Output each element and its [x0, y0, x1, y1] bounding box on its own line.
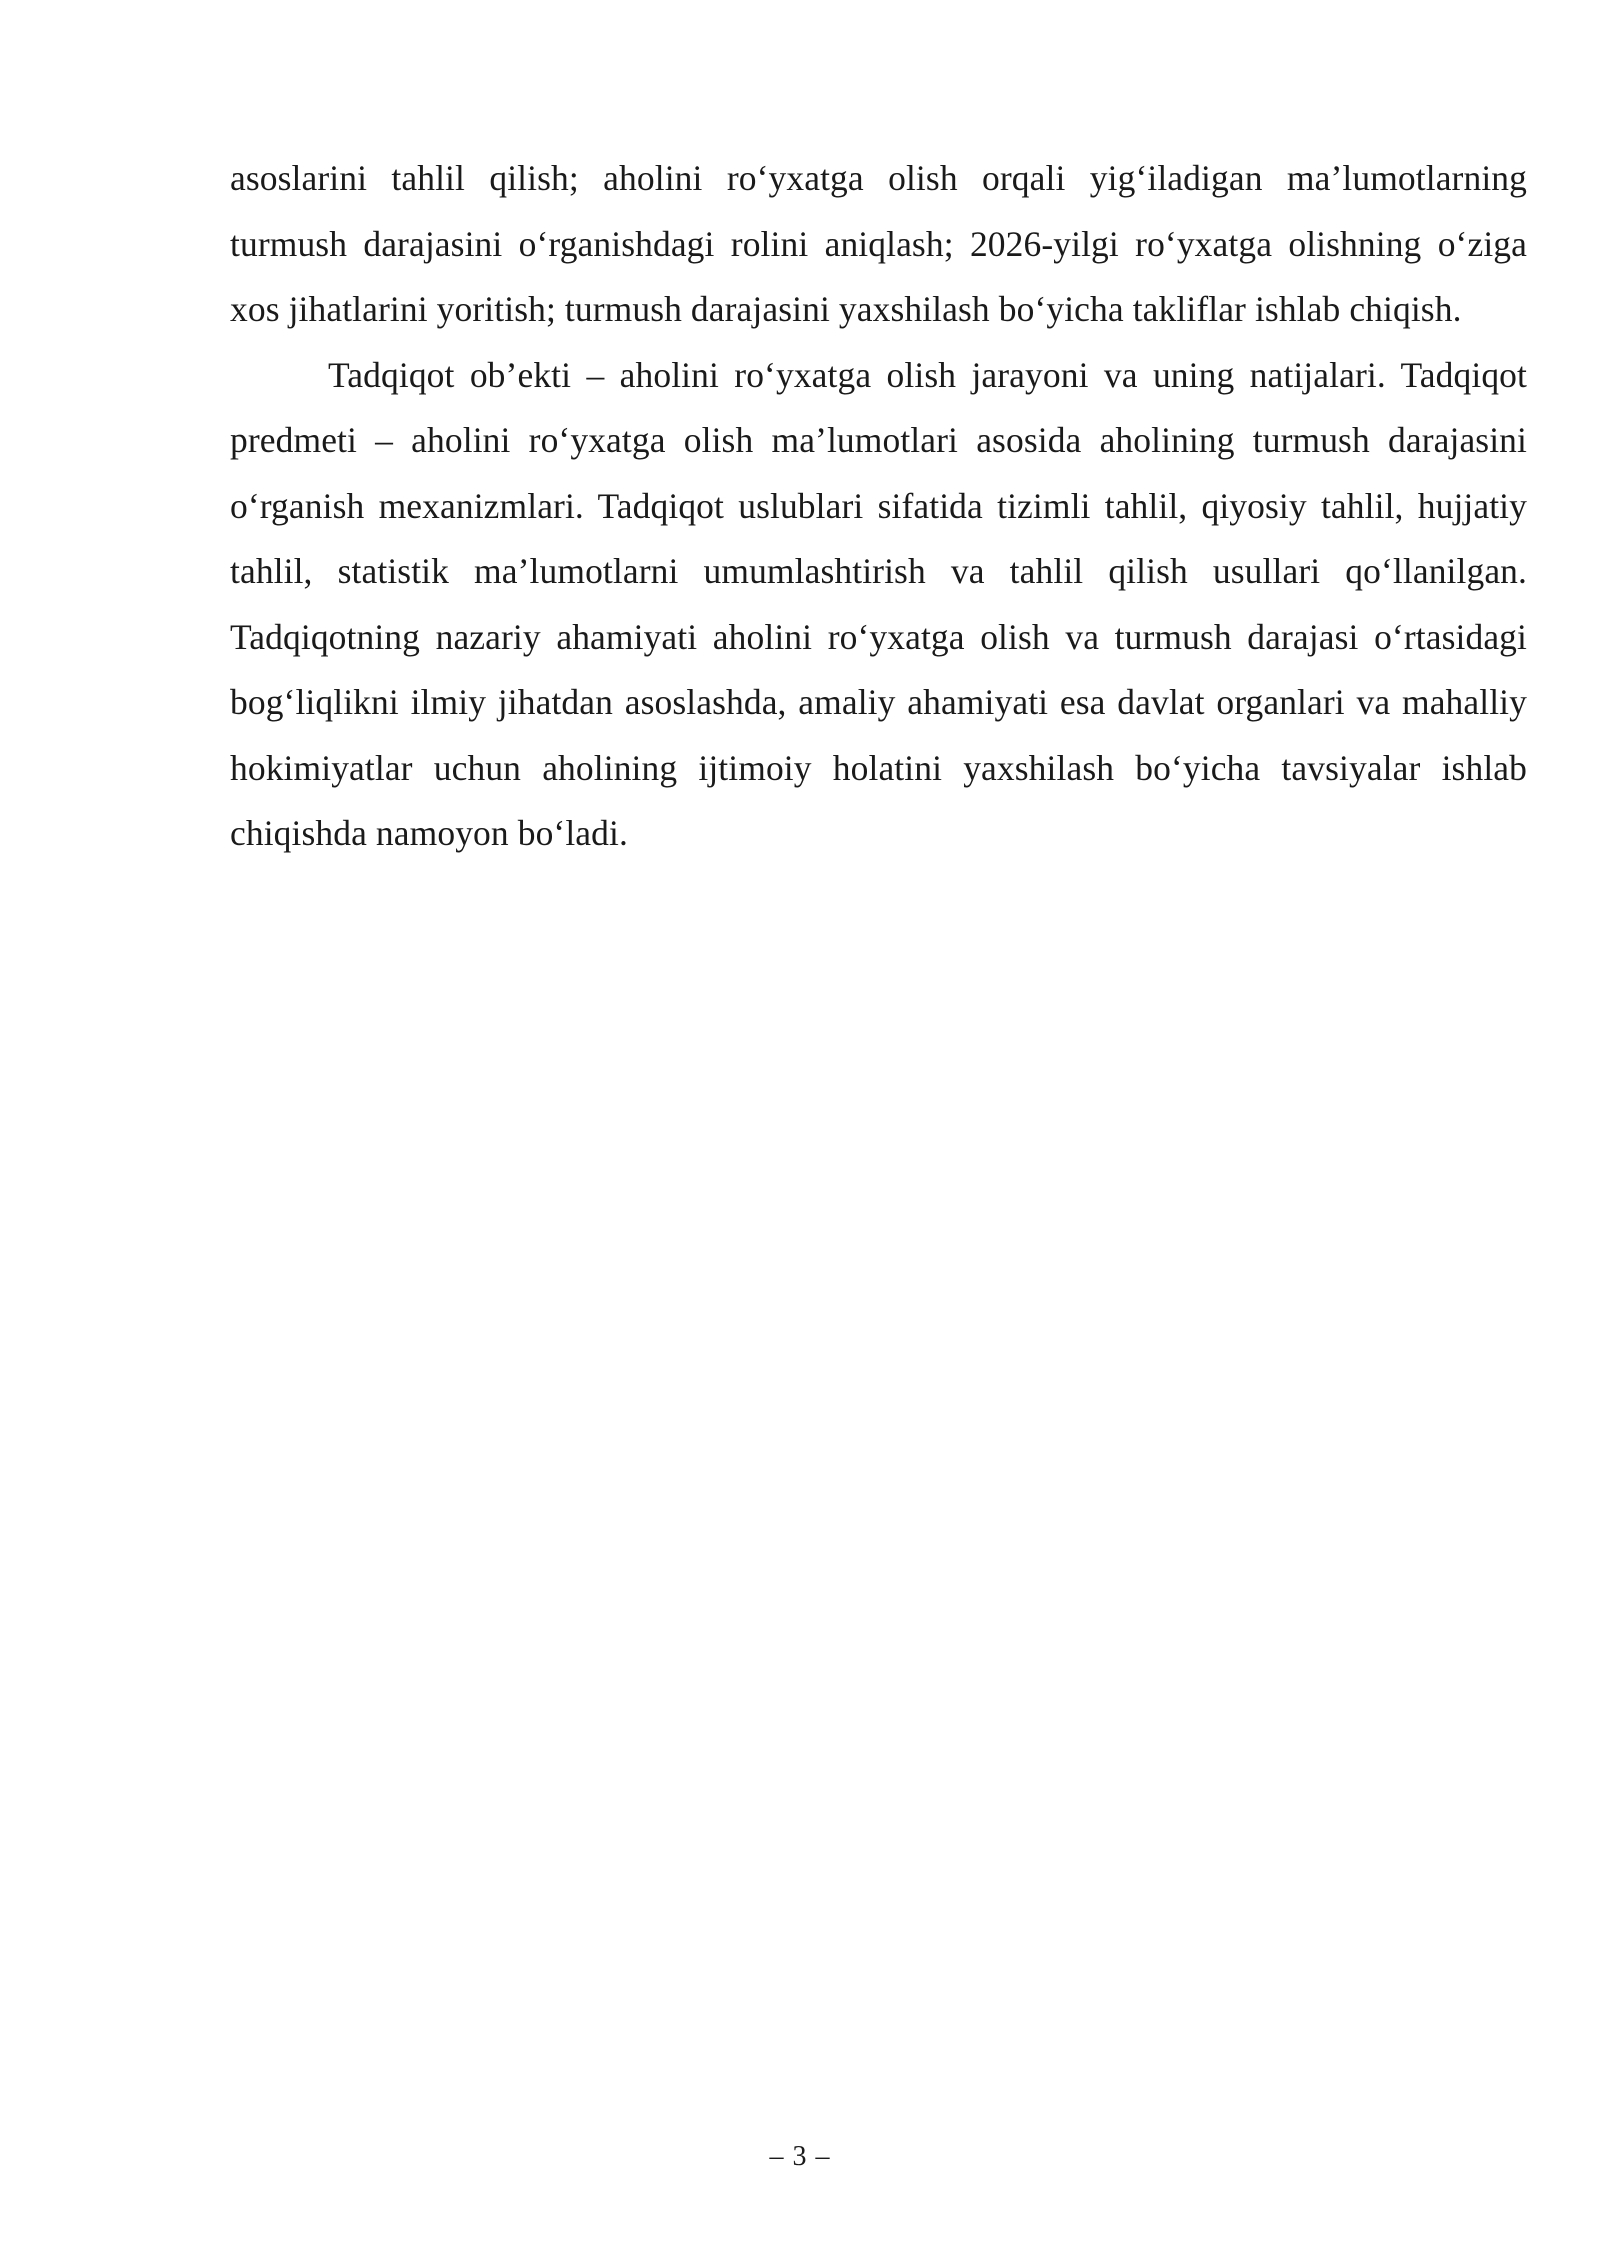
- page-number: – 3 –: [769, 2141, 831, 2172]
- paragraph-research-object: Tadqiqot ob’ekti – aholini ro‘yxatga olish jarayoni va uning natijalari. Tadqiqot predmeti – aholini ro‘yxatga olish ma’lumotlari asosida aholining turmush darajasini o‘rganish mexanizmlari. Tadqiqot uslublari sifatida tizimli tahlil, qiyosiy tahlil, hujjatiy tahlil, statistik ma’lumotlarni umumlashtirish va tahlil qilish usullari qo‘llanilgan. Tadqiqotning nazariy ahamiyati aholini ro‘yxatga olish va turmush darajasi o‘rtasidagi bog‘liqlikni ilmiy jihatdan asoslashda, amaliy ahamiyati esa davlat organlari va mahalliy hokimiyatlar uchun aholining ijtimoiy holatini yaxshilash bo‘yicha tavsiyalar ishlab chiqishda namoyon bo‘ladi.: [230, 354, 1527, 853]
- paragraph-continuation: asoslarini tahlil qilish; aholini ro‘yxatga olish orqali yig‘iladigan ma’lumotlarning turmush darajasini o‘rganishdagi rolini aniqlash; 2026-yilgi ro‘yxatga olishning o‘ziga xos jihatlarini yoritish; turmush darajasini yaxshilash bo‘yicha takliflar ishlab chiqish.: [230, 158, 1527, 329]
- body-text: [230, 146, 1527, 867]
